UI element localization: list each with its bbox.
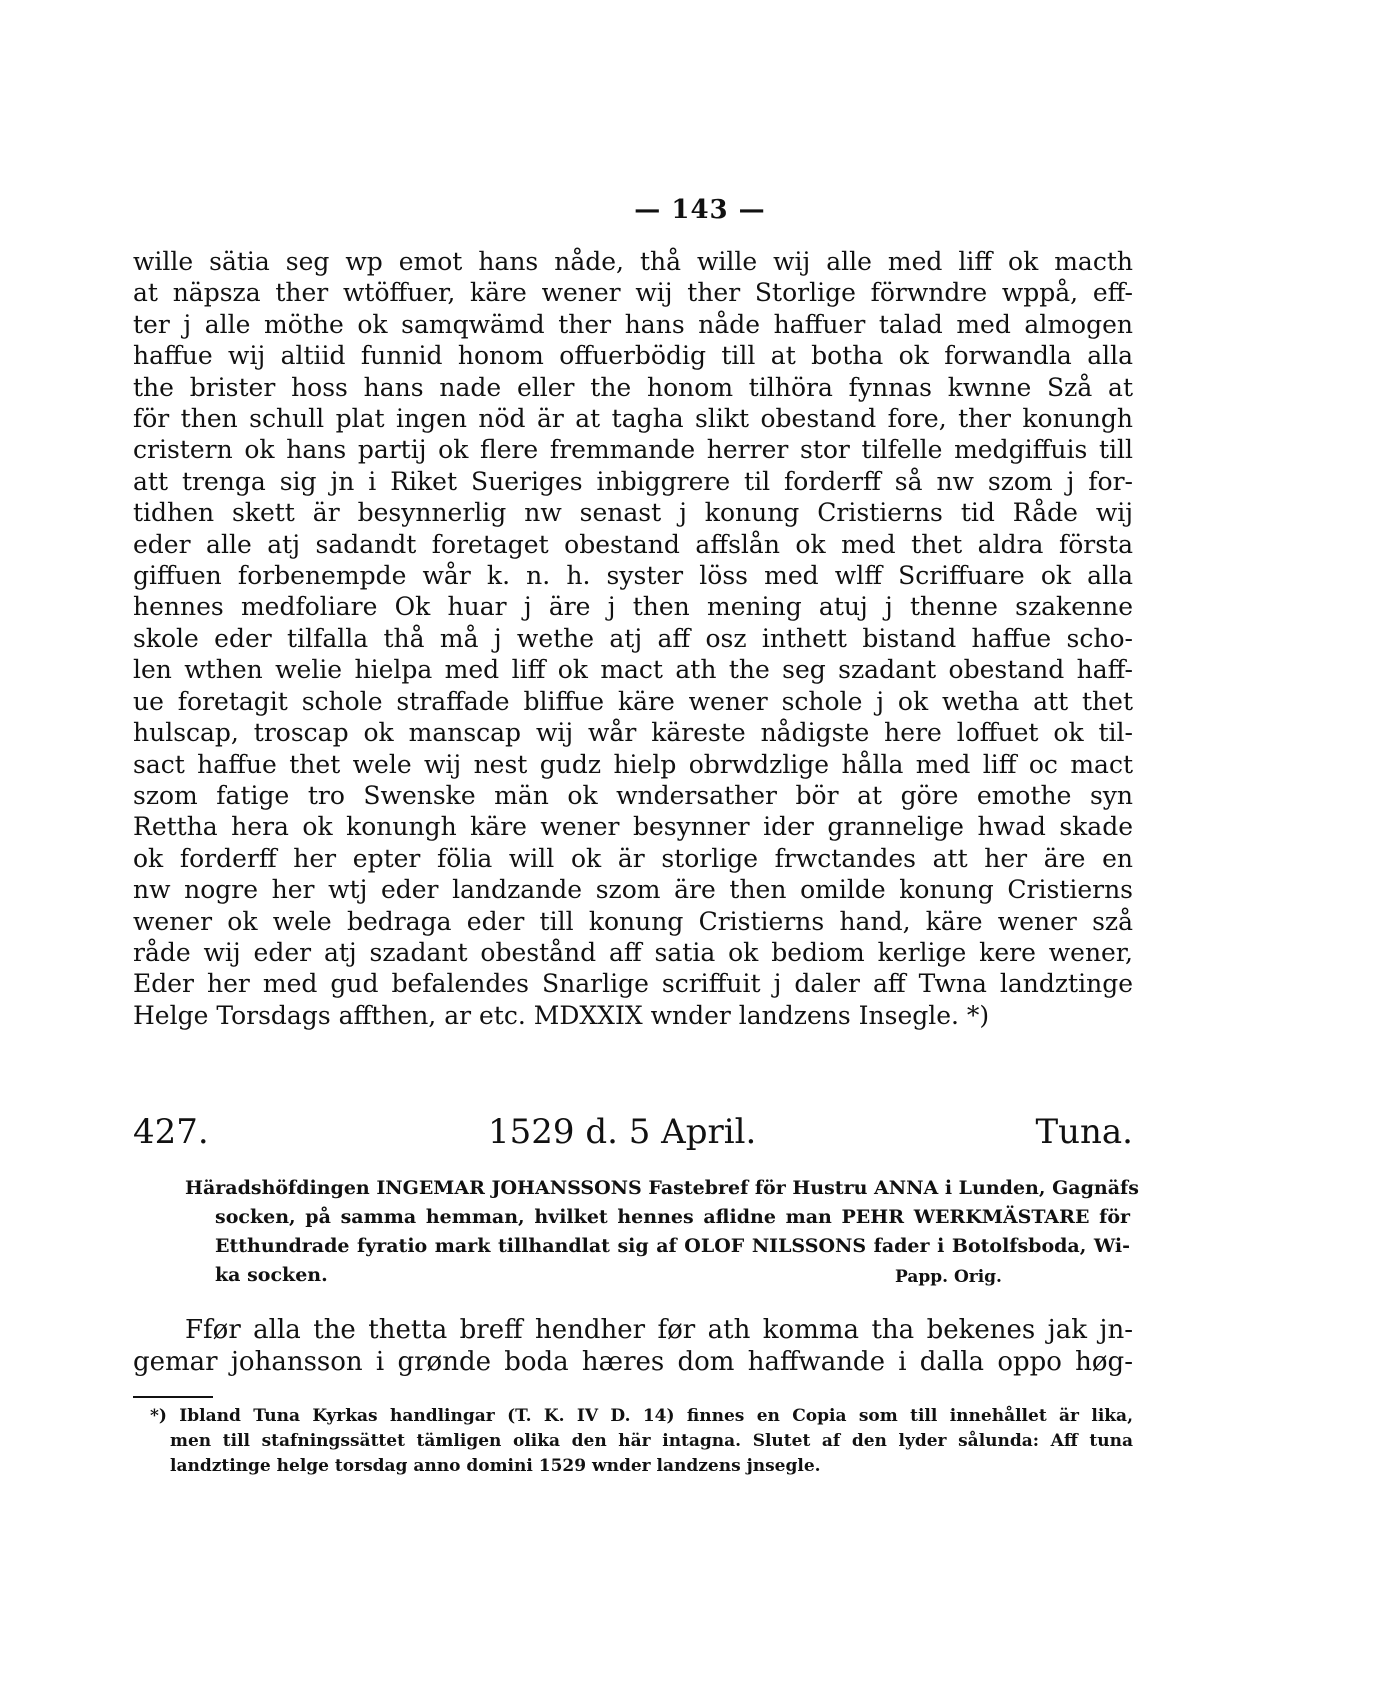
text-line: sact haffue thet wele wij nest gudz hielp obrwdzlige hålla med liff oc mact — [133, 749, 1133, 779]
document-date: 1529 d. 5 April. — [488, 1112, 757, 1152]
footnote-line: landztinge helge torsdag anno domini 1529 wnder landzens jnsegle. — [170, 1456, 821, 1476]
document-heading — [133, 1112, 1133, 1160]
text-line: Helge Torsdags affthen, ar etc. MDXXIX wnder landzens Insegle. *) — [133, 1000, 990, 1030]
text-line: wille sätia seg wp emot hans nåde, thå wille wij alle med liff ok macth — [133, 247, 1133, 276]
text-line: hulscap, troscap ok manscap wij wår käreste nådigste here loffuet ok til- — [133, 718, 1133, 748]
source-note: Papp. Orig. — [895, 1267, 1002, 1287]
text-line: för then schull plat ingen nöd är at tagha slikt obestand fore, ther konungh — [133, 404, 1133, 434]
text-line: giffuen forbenempde wår k. n. h. syster löss med wlff Scriffuare ok alla — [133, 561, 1133, 591]
text-line: skole eder tilfalla thå må j wethe atj aff osz inthett bistand haffue scho- — [133, 623, 1133, 653]
summary-foot — [185, 1261, 1130, 1290]
body-line: Ffør alla the thetta breff hendher før ath komma tha bekenes jak jn- — [185, 1315, 1133, 1345]
text-line: at näpsza ther wtöffuer, käre wener wij ther Storlige förwndre wppå, eff- — [133, 278, 1133, 308]
main-text — [133, 246, 1133, 1031]
document-summary — [185, 1174, 1139, 1290]
text-line: råde wij eder atj szadant obestånd aff satia ok bediom kerlige kere wener, — [133, 937, 1133, 967]
body-line: gemar johansson i grønde boda hæres dom haffwande i dalla oppo høg- — [133, 1347, 1133, 1377]
footnote-line: men till stafningssättet tämligen olika den här intagna. Slutet af den lyder sålunda: Aff tuna — [170, 1431, 1133, 1451]
summary-line: Etthundrade fyratio mark tillhandlat sig af OLOF NILSSONS fader i Botolfsboda, Wi- — [215, 1235, 1130, 1257]
text-line: ter j alle möthe ok samqwämd ther hans nåde haffuer talad med almogen — [133, 309, 1133, 339]
page-number: — 143 — — [634, 195, 766, 225]
text-line: att trenga sig jn i Riket Sueriges inbiggrere til forderff så nw szom j for- — [133, 466, 1133, 496]
footnote-line: *) Ibland Tuna Kyrkas handlingar (T. K. IV D. 14) finnes en Copia som till innehållet är lika, — [150, 1406, 1133, 1426]
text-line: haffue wij altiid funnid honom offuerbödig till at botha ok forwandla alla — [133, 341, 1133, 371]
document-body — [133, 1314, 1133, 1378]
summary-line: socken, på samma hemman, hvilket hennes aflidne man PEHR WERKMÄSTARE för — [215, 1206, 1130, 1228]
text-line: ue foretagit schole straffade bliffue käre wener schole j ok wetha att thet — [133, 686, 1133, 716]
text-line: szom fatige tro Swenske män ok wndersather bör at göre emothe syn — [133, 780, 1133, 810]
text-line: hennes medfoliare Ok huar j äre j then mening atuj j thenne szakenne — [133, 592, 1133, 622]
footnote-divider — [133, 1396, 213, 1398]
text-line: the brister hoss hans nade eller the honom tilhöra fynnas kwnne Szå at — [133, 372, 1133, 402]
text-line: tidhen skett är besynnerlig nw senast j konung Cristierns tid Råde wij — [133, 498, 1133, 528]
document-number: 427. — [133, 1112, 209, 1152]
text-line: len wthen welie hielpa med liff ok mact ath the seg szadant obestand haff- — [133, 655, 1133, 685]
summary-line: Häradshöfdingen INGEMAR JOHANSSONS Fastebref för Hustru ANNA i Lunden, Gagnäfs — [185, 1177, 1139, 1199]
text-line: ok forderff her epter fölia will ok är storlige frwctandes att her äre en — [133, 843, 1133, 873]
text-line: cristern ok hans partij ok flere fremmande herrer stor tilfelle medgiffuis till — [133, 435, 1133, 465]
text-line: Rettha hera ok konungh käre wener besynner ider grannelige hwad skade — [133, 812, 1133, 842]
footnote — [150, 1404, 1133, 1479]
summary-line: ka socken. — [215, 1264, 328, 1286]
text-line: nw nogre her wtj eder landzande szom äre then omilde konung Cristierns — [133, 875, 1133, 905]
text-line: Eder her med gud befalendes Snarlige scriffuit j daler aff Twna landztinge — [133, 969, 1133, 999]
document-place: Tuna. — [1035, 1112, 1133, 1152]
text-line: wener ok wele bedraga eder till konung Cristierns hand, käre wener szå — [133, 906, 1133, 936]
text-line: eder alle atj sadandt foretaget obestand affslån ok med thet aldra första — [133, 529, 1133, 559]
